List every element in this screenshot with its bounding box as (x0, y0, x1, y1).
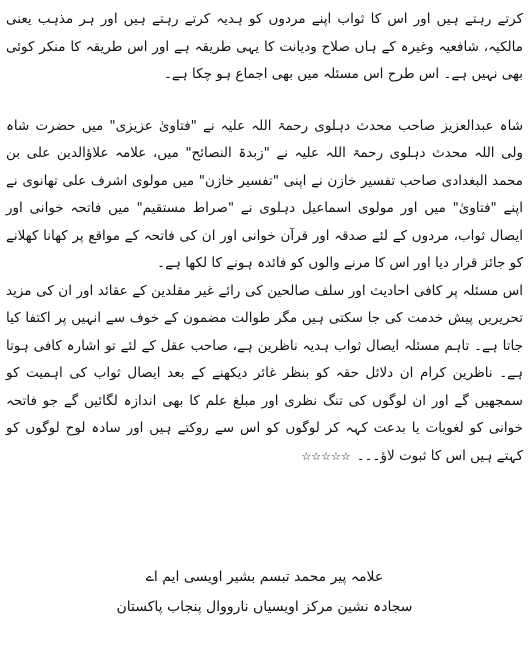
stars-ornament: ☆☆☆☆☆ (301, 449, 351, 463)
paragraph-2: شاہ عبدالعزیز صاحب محدث دہلوی رحمۃ اللہ علیہ نے "فتاویٰ عزیزی" میں حضرت شاہ ولی اللہ محدث دہلوی رحمۃ اللہ علیہ نے "زبدۃ النصائح" میں، علامہ علاؤالدین علی بن محمد البغدادی صاحب تفسیر خازن نے اپنی "تفسیر خازن" میں مولوی اشرف علی تھانوی نے اپنے "فتاویٰ" میں اور مولوی اسماعیل دہلوی نے "صراط مستقیم" میں فاتحہ خوانی اور ایصال ثواب، مردوں کے لئے صدقہ اور قرآن خوانی اور ان کی فاتحہ کے مواقع پر کھانا کھلانے کو جائز قرار دیا اور اس کا مرنے والوں کو فائدہ ہونے کا لکھا ہے۔ (6, 117, 523, 271)
paragraph-1: کرتے رہتے ہیں اور اس کا ثواب اپنے مردوں کو ہدیہ کرتے رہتے ہیں اور ہر مذہب یعنی مالکیہ، شافعیہ وغیرہ کے ہاں صلاح ودیانت کا یہی طریقہ ہے اور اس طریقہ کا منکر کوئی بھی نہیں ہے۔ اس طرح اس مسئلہ میں بھی اجماع ہو چکا ہے۔ (6, 11, 523, 82)
paragraph-3 (6, 278, 523, 471)
signature-title: سجادہ نشین مرکز اویسیاں نارووال پنجاب پاکستان (116, 599, 413, 615)
signature-block (0, 562, 529, 622)
document-body (6, 6, 523, 470)
signature-name: علامہ پیر محمد تبسم بشیر اویسی ایم اے (145, 569, 384, 585)
paragraph-3-text: اس مسئلہ پر کافی احادیث اور سلف صالحین کی رائے غیر مقلدین کے عقائد اور ان کی مزید تحریریں پیش خدمت کی جا سکتی ہیں مگر طوالت مضمون کے خوف سے انہیں پر اکتفا کیا جاتا ہے۔ تاہم مسئلہ ایصال ثواب ہدیہ ناظرین ہے، صاحب عقل کے لئے تو اشارہ کافی ہوتا ہے۔ ناظرین کرام ان دلائل حقہ کو بنظر غائر دیکھنے کے بعد ایصال ثواب کی اہمیت کو سمجھیں گے اور ان لوگوں کی تنگ نظری اور مبلغ علم کا بھی اندازہ لگائیں گے جو فاتحہ خوانی کو لغویات یا بدعت کہہ کر لوگوں کو اس سے روکتے ہیں اور سادہ لوح لوگوں کو کہتے ہیں اس کا ثبوت لاؤ۔۔۔ (6, 282, 523, 464)
